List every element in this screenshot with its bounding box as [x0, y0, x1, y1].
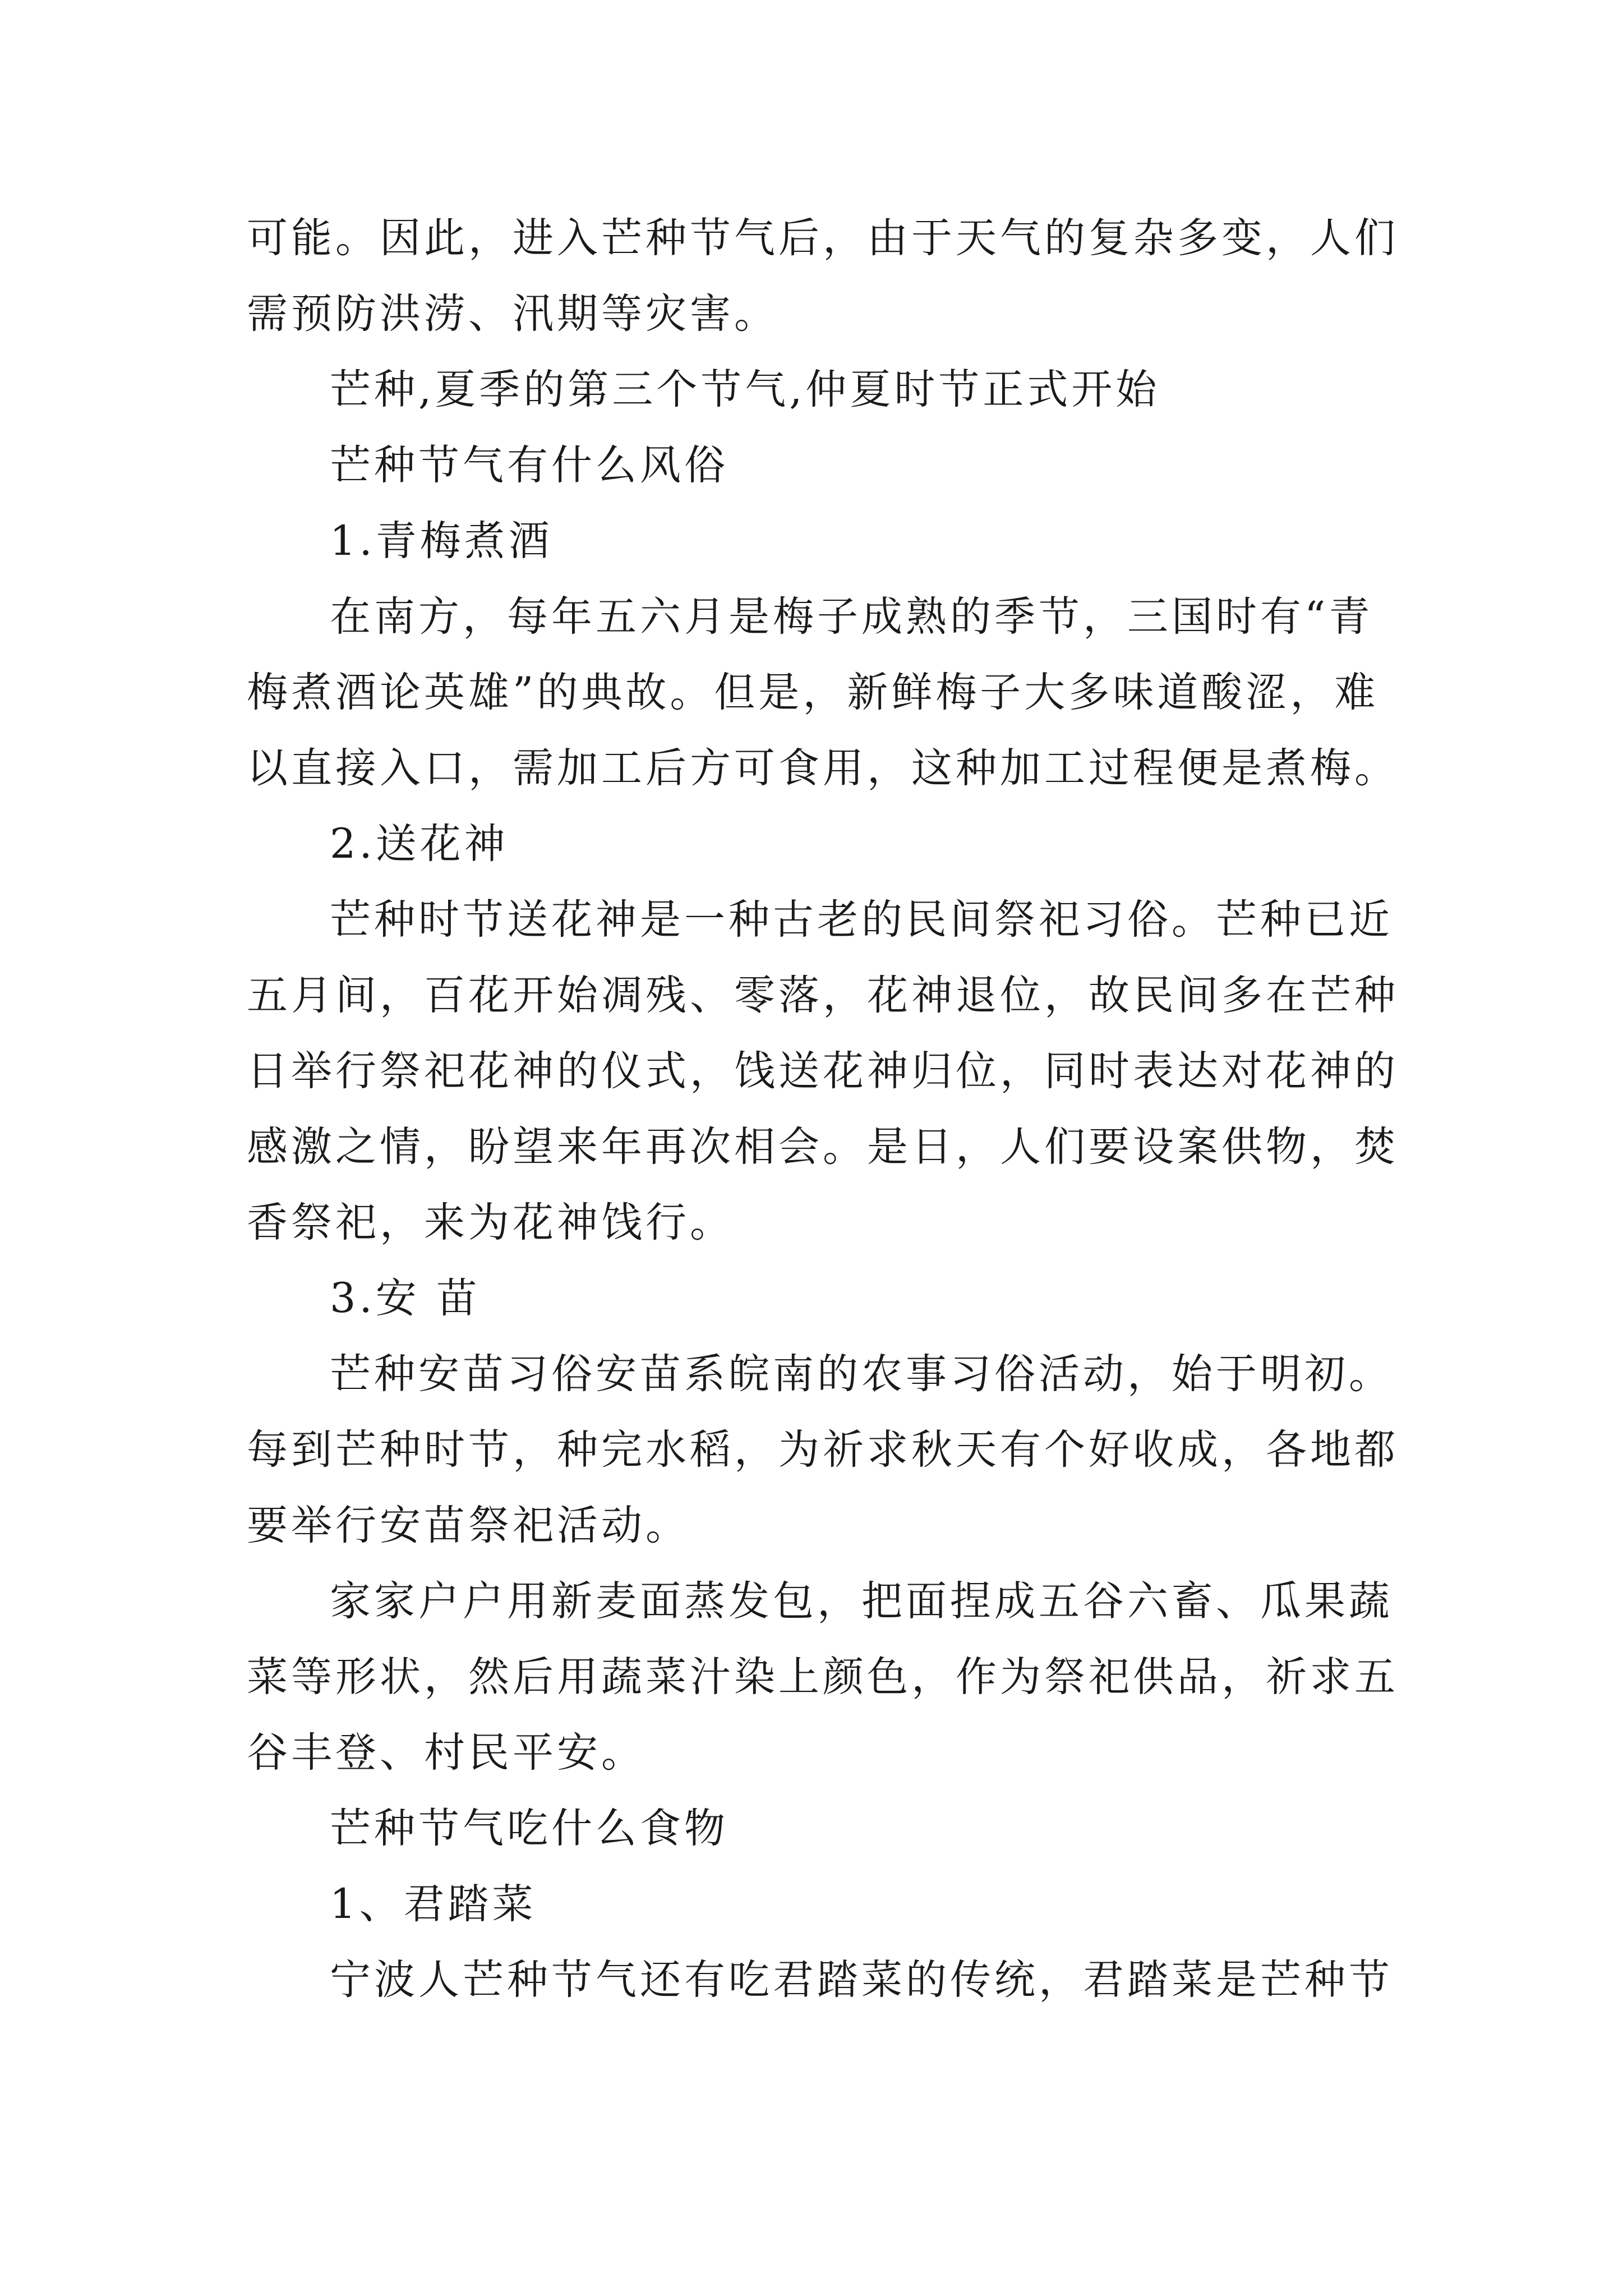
paragraph-line: 感激之情，盼望来年再次相会。是日，人们要设案供物，焚: [247, 1123, 1399, 1171]
paragraph-line: 以直接入口，需加工后方可食用，这种加工过程便是煮梅。: [247, 744, 1399, 792]
paragraph-line: 香祭祀，来为花神饯行。: [247, 1199, 734, 1246]
paragraph-line: 菜等形状，然后用蔬菜汁染上颜色，作为祭祀供品，祈求五: [247, 1653, 1399, 1701]
paragraph-line: 需预防洪涝、汛期等灾害。: [247, 290, 778, 338]
paragraph-line: 在南方，每年五六月是梅子成熟的季节，三国时有“青: [330, 593, 1373, 641]
paragraph-line: 每到芒种时节，种完水稻，为祈求秋天有个好收成，各地都: [247, 1426, 1399, 1474]
paragraph-line: 宁波人芒种节气还有吃君踏菜的传统，君踏菜是芒种节: [330, 1956, 1393, 2004]
item-heading: 2.送花神: [330, 820, 509, 868]
paragraph-line: 芒种时节送花神是一种古老的民间祭祀习俗。芒种已近: [330, 896, 1393, 944]
paragraph-line: 可能。因此，进入芒种节气后，由于天气的复杂多变，人们: [247, 214, 1399, 262]
paragraph-line: 芒种安苗习俗安苗系皖南的农事习俗活动，始于明初。: [330, 1350, 1393, 1398]
paragraph-line: 五月间，百花开始凋残、零落，花神退位，故民间多在芒种: [247, 972, 1399, 1019]
paragraph-line: 要举行安苗祭祀活动。: [247, 1502, 690, 1549]
section-heading: 芒种节气吃什么食物: [330, 1805, 728, 1852]
section-line: 芒种,夏季的第三个节气,仲夏时节正式开始: [330, 366, 1160, 413]
item-heading: 1.青梅煮酒: [330, 517, 553, 565]
paragraph-line: 梅煮酒论英雄”的典故。但是，新鲜梅子大多味道酸涩，难: [247, 669, 1379, 716]
paragraph-line: 谷丰登、村民平安。: [247, 1729, 645, 1777]
section-heading: 芒种节气有什么风俗: [330, 441, 728, 489]
item-heading: 1、君踏菜: [330, 1880, 537, 1928]
paragraph-line: 家家户户用新麦面蒸发包，把面捏成五谷六畜、瓜果蔬: [330, 1577, 1393, 1625]
paragraph-line: 日举行祭祀花神的仪式，饯送花神归位，同时表达对花神的: [247, 1047, 1399, 1095]
item-heading: 3.安 苗: [330, 1274, 481, 1322]
